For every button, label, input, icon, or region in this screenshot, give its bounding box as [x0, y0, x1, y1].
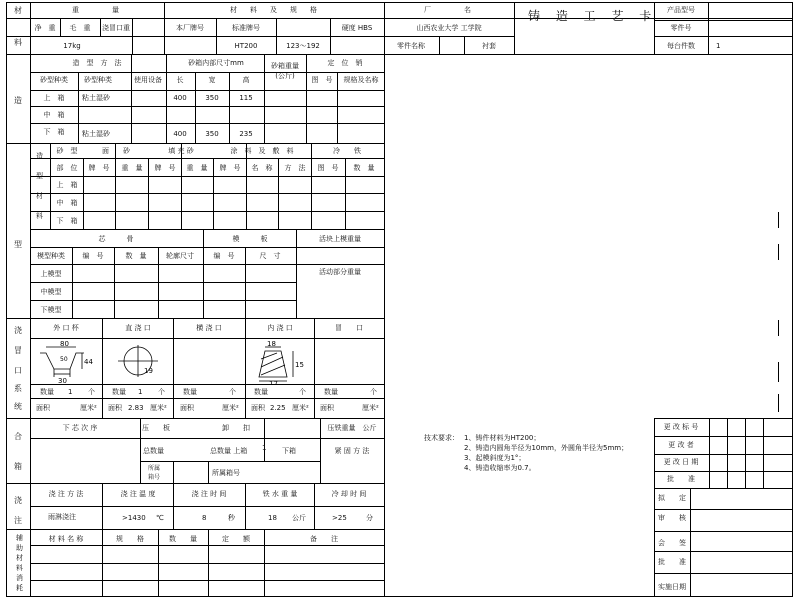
gating-side-1: 浇 — [14, 326, 23, 335]
approved-label: 批 准 — [658, 558, 686, 566]
pour-time-label: 浇 注 时 间 — [191, 490, 227, 498]
down-box-label: 下箱 — [282, 447, 296, 455]
pour-time-unit: 秒 — [228, 514, 235, 522]
mat2-side-2: 型 — [36, 172, 43, 180]
mat2-row-label: 上 箱 — [56, 181, 78, 189]
count-label: 数量 — [40, 388, 54, 396]
count-unit: 个 — [370, 388, 377, 396]
outline-size-label: 轮廓尺寸 — [166, 252, 194, 260]
material-side-2: 料 — [14, 38, 23, 47]
area-value: 2.25 — [270, 404, 286, 412]
area-unit: 厘米² — [80, 404, 97, 412]
tech-title: 技术要求： — [424, 434, 459, 442]
count-unit: 个 — [88, 388, 95, 396]
box-size-label: 砂箱内部尺寸mm — [188, 59, 244, 67]
core-row-label: 中模型 — [40, 288, 62, 296]
cool-time-label: 冷 却 时 间 — [331, 490, 367, 498]
press-plate-label: 压 板 — [142, 424, 170, 432]
area-unit: 厘米² — [222, 404, 239, 412]
count-unit: 个 — [299, 388, 306, 396]
runner-label: 横 浇 口 — [196, 324, 222, 332]
pour-temp-unit: ℃ — [156, 514, 164, 522]
tech-line: 3、起模斜度为1°； — [464, 454, 526, 462]
sprue-sketch — [104, 339, 172, 385]
mat2-col-method: 方 法 — [284, 164, 306, 172]
sketch-dim-d4: 50 — [60, 356, 68, 363]
total-qty-label: 总数量 — [143, 447, 164, 455]
box-row-length: 400 — [173, 94, 187, 102]
template-no-label: 编 号 — [213, 252, 235, 260]
sprue-label: 直 浇 口 — [125, 324, 151, 332]
count-value: 1 — [68, 388, 73, 396]
mold-type-col-label: 砂型种类 — [84, 76, 112, 84]
box-row-height: 115 — [239, 94, 253, 102]
sketch-dim-d2: 30 — [58, 377, 67, 385]
qty-label: 每台件数 — [667, 42, 695, 50]
iron-weight-value: 18 — [268, 514, 277, 522]
riser-label: 冒 口 — [335, 324, 363, 332]
rev-approve-label: 批 准 — [667, 475, 695, 483]
sketch-dim-d1: 80 — [60, 340, 69, 348]
spec-name-label: 规格及名称 — [343, 76, 379, 84]
width-label: 宽 — [208, 76, 216, 84]
weight-label: 重 量 — [72, 6, 122, 14]
net-weight-label: 净 重 — [34, 24, 56, 32]
pour-cup-label: 外 口 杯 — [53, 324, 79, 332]
aux-side-6: 耗 — [16, 584, 23, 592]
core-row-label: 上模型 — [40, 270, 62, 278]
mat2-col-no: 牌 号 — [154, 164, 176, 172]
count-unit: 个 — [158, 388, 165, 396]
belong-box-label-2: 所属箱号 — [212, 469, 240, 477]
equipment-col-label: 使用设备 — [134, 76, 162, 84]
chill-label: 冷 铁 — [333, 147, 361, 155]
up-box-value: 1 — [262, 444, 267, 452]
closing-side-1: 合 — [14, 432, 23, 441]
molding-side-2: 型 — [14, 240, 23, 249]
sketch-dim-trap-bot: 17 — [269, 380, 278, 385]
box-row-name: 上 箱 — [43, 94, 65, 102]
moving-part-weight-label: 活动部分重量 — [319, 268, 361, 276]
molding-method-label: 造 型 方 法 — [72, 59, 122, 67]
sand-weight-label: 砂箱重量 — [271, 62, 299, 70]
rev-no-label: 更 改 标 号 — [663, 423, 699, 431]
card-title: 铸 造 工 艺 卡 — [528, 9, 658, 23]
sketch-dim-trap-h: 15 — [295, 361, 304, 369]
aux-side-2: 助 — [16, 544, 23, 552]
box-type-label: 模型种类 — [37, 252, 65, 260]
pour-method-value: 雨淋浇注 — [48, 513, 76, 521]
core-qty-label: 数 量 — [125, 252, 147, 260]
area-label: 面积 — [320, 404, 334, 412]
rev-by-label: 更 改 者 — [668, 441, 694, 449]
iron-weight-unit: 公斤 — [292, 514, 306, 522]
count-label: 数量 — [112, 388, 126, 396]
box-row-length: 400 — [173, 130, 187, 138]
template-label: 模 板 — [232, 235, 268, 243]
box-row-name: 下 箱 — [43, 128, 65, 136]
aux-side-5: 消 — [16, 574, 23, 582]
molding-side-1: 造 — [14, 96, 23, 105]
hardness-label: 硬度 HBS — [341, 24, 373, 32]
material-side-1: 材 — [14, 6, 23, 15]
pour-temp-label: 浇 注 温 度 — [120, 490, 156, 498]
mark-weight-label: 活块上模重量 — [319, 235, 361, 243]
mat2-side-3: 材 — [36, 192, 43, 200]
core-row-label: 下模型 — [40, 306, 62, 314]
std-grade-value: HT200 — [234, 42, 258, 50]
box-row-type: 粘土湿砂 — [82, 94, 110, 102]
cool-time-value: >25 — [332, 514, 347, 522]
box-row-width: 350 — [205, 94, 219, 102]
mat2-col-count: 数 量 — [353, 164, 375, 172]
product-model-label: 产品型号 — [667, 6, 695, 14]
std-grade-label: 标准牌号 — [232, 24, 260, 32]
net-weight-value: 17kg — [63, 42, 81, 50]
factory-label: 厂 名 — [424, 6, 474, 14]
count-value: 1 — [138, 388, 143, 396]
mat2-col-weight: 重 量 — [121, 164, 143, 172]
mat2-row-label: 中 箱 — [56, 199, 78, 207]
locate-pin-label: 定 位 销 — [327, 59, 363, 67]
box-row-name: 中 箱 — [43, 111, 65, 119]
sketch-dim-circ: 19 — [144, 367, 153, 375]
aux-side-4: 料 — [16, 564, 23, 572]
fig-no-label: 图 号 — [311, 76, 333, 84]
aux-col-qty: 数 量 — [169, 535, 197, 543]
sand-type-col-label: 砂型种类 — [40, 76, 68, 84]
count-label: 数量 — [324, 388, 338, 396]
area-value: 2.83 — [128, 404, 144, 412]
pour-cup-sketch — [32, 339, 102, 385]
cool-time-unit: 分 — [366, 514, 373, 522]
tech-line: 1、铸件材料为HT200； — [464, 434, 541, 442]
plant-grade-label: 本厂牌号 — [176, 24, 204, 32]
aux-col-note: 备 注 — [310, 535, 338, 543]
mat2-col-no: 牌 号 — [219, 164, 241, 172]
mat2-col-name: 名 称 — [251, 164, 273, 172]
countersign-label: 会 签 — [658, 539, 686, 547]
material-spec-label: 材 料 及 规 格 — [230, 6, 320, 14]
drafted-label: 拟 定 — [658, 494, 686, 502]
gating-side-3: 口 — [14, 366, 23, 375]
reviewed-label: 审 核 — [658, 514, 686, 522]
closing-side-2: 箱 — [14, 462, 23, 471]
area-label: 面积 — [251, 404, 265, 412]
mat2-col-no: 牌 号 — [88, 164, 110, 172]
face-sand-label: 面 砂 — [102, 147, 130, 155]
rev-date-label: 更 改 日 期 — [663, 458, 699, 466]
part-no-label: 零件号 — [670, 24, 692, 32]
area-label: 面积 — [180, 404, 194, 412]
mat2-col-fig: 图 号 — [317, 164, 339, 172]
fill-sand-label: 填 充 砂 — [168, 147, 194, 155]
fasten-method-label: 紧 固 方 法 — [334, 447, 370, 455]
box-row-type: 粘土湿砂 — [82, 130, 110, 138]
ingate-label: 内 浇 口 — [267, 324, 293, 332]
part-col-label: 部 位 — [56, 164, 78, 172]
total-up-label: 总数量 上箱 — [210, 447, 248, 455]
aux-col-name: 材 料 名 称 — [48, 535, 84, 543]
count-label: 数量 — [254, 388, 268, 396]
pour-temp-value: >1430 — [122, 514, 146, 522]
clamp-label: 卸 扣 — [222, 424, 250, 432]
tech-line: 2、铸造内圆角半径为10mm，外圆角半径为5mm； — [464, 444, 629, 452]
count-label: 数量 — [183, 388, 197, 396]
casting-side-1: 浇 — [14, 496, 23, 505]
aux-col-spec: 规 格 — [116, 535, 144, 543]
area-label: 面积 — [108, 404, 122, 412]
aux-col-quota: 定 额 — [222, 535, 250, 543]
riser-weight-label: 浇冒口重 — [102, 24, 130, 32]
mat2-sand-type-label: 砂 型 — [56, 147, 78, 155]
height-label: 高 — [242, 76, 250, 84]
area-unit: 厘米² — [150, 404, 167, 412]
part-name-value: 衬套 — [482, 42, 496, 50]
hardness-value: 123～192 — [286, 42, 320, 50]
gating-side-5: 统 — [14, 402, 23, 411]
box-row-width: 350 — [205, 130, 219, 138]
coating-label: 涂 料 及 敷 料 — [230, 147, 294, 155]
effective-date-label: 实施日期 — [658, 583, 686, 591]
area-label: 面积 — [36, 404, 50, 412]
box-row-height: 235 — [239, 130, 253, 138]
gating-side-4: 系 — [14, 384, 23, 393]
sketch-dim-d3: 44 — [84, 358, 93, 366]
count-unit: 个 — [229, 388, 236, 396]
sketch-dim-trap-top: 18 — [267, 340, 276, 348]
sand-weight-unit: (公斤) — [275, 72, 295, 80]
mat2-col-weight: 重 量 — [186, 164, 208, 172]
mat2-side-1: 造 — [36, 152, 43, 160]
length-label: 长 — [176, 76, 184, 84]
belong-box-label: 所属 箱号 — [148, 465, 161, 481]
gross-weight-label: 毛 重 — [69, 24, 91, 32]
pour-time-value: 8 — [202, 514, 207, 522]
area-unit: 厘米² — [362, 404, 379, 412]
part-name-label: 零件名称 — [397, 42, 425, 50]
core-iron-label: 芯 骨 — [98, 235, 134, 243]
press-weight-label: 压铁重量 公斤 — [327, 424, 377, 432]
tech-line: 4、铸造收缩率为0.7。 — [464, 464, 536, 472]
aux-side-1: 辅 — [16, 534, 23, 542]
template-size-label: 尺 寸 — [259, 252, 281, 260]
ingate-sketch — [247, 339, 313, 385]
core-order-label: 下 芯 次 序 — [62, 424, 98, 432]
mat2-side-4: 料 — [36, 212, 43, 220]
mat2-row-label: 下 箱 — [56, 217, 78, 225]
qty-value: 1 — [716, 42, 721, 50]
pour-method-label: 浇 注 方 法 — [48, 490, 84, 498]
factory-name: 山西农业大学 工学院 — [416, 24, 482, 32]
casting-side-2: 注 — [14, 516, 23, 525]
core-no-label: 编 号 — [82, 252, 104, 260]
iron-weight-label: 铁 水 重 量 — [262, 490, 298, 498]
aux-side-3: 材 — [16, 554, 23, 562]
area-unit: 厘米² — [292, 404, 309, 412]
gating-side-2: 冒 — [14, 346, 23, 355]
